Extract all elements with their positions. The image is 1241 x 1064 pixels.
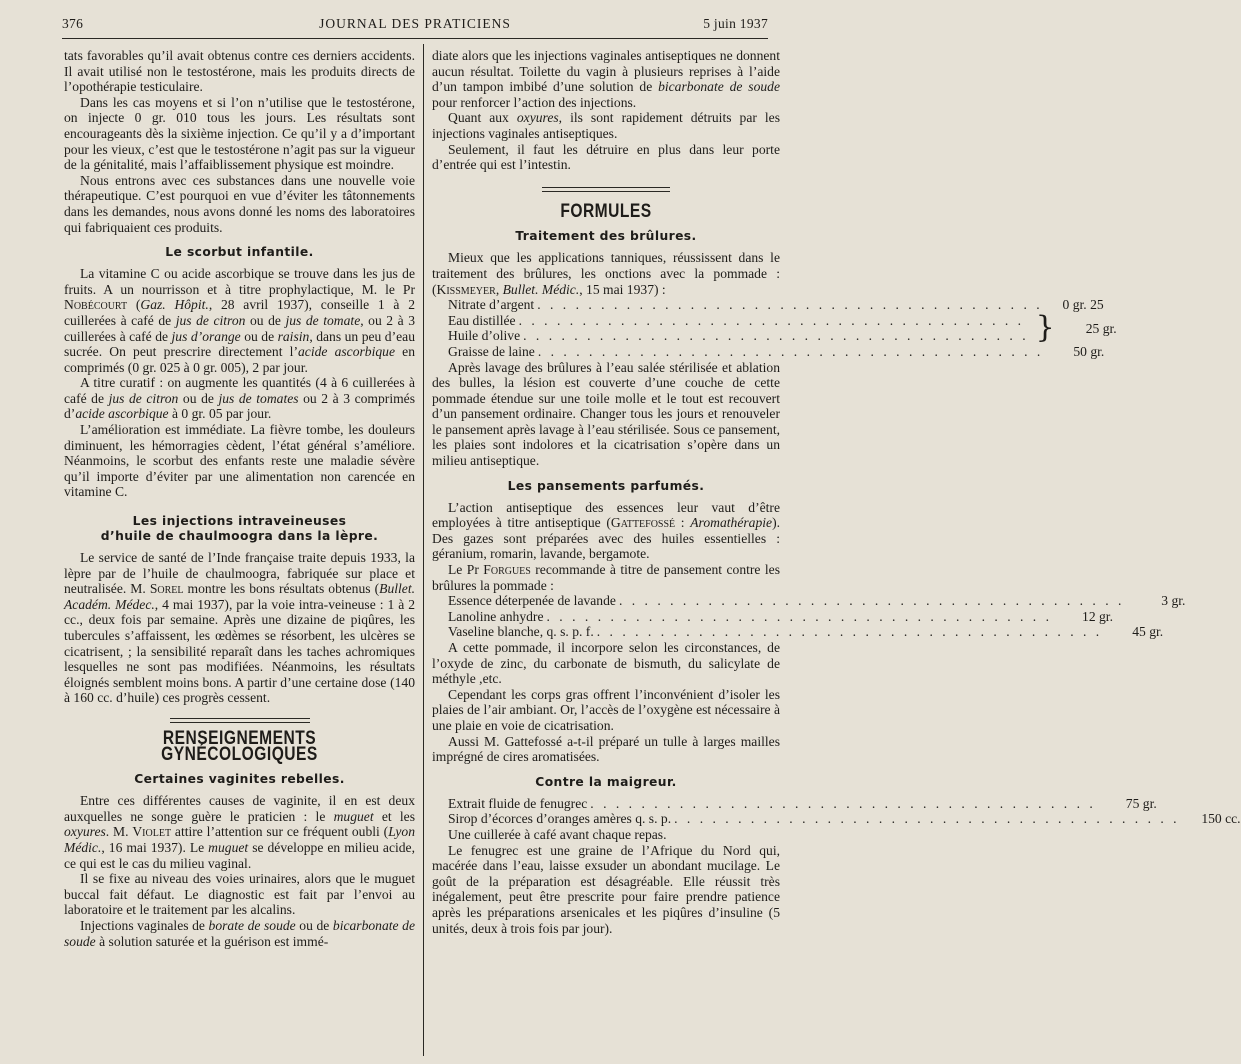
formula-brace-group xyxy=(432,310,1117,346)
right-column xyxy=(432,48,1241,936)
paragraph: Cependant les corps gras offrent l’inconvénient d’isoler les plaies de l’air ambiant. Or, l’accès de l’oxygène est nécessaire à une plaie en voie de cicatrisation. xyxy=(432,686,780,733)
paragraph: Le Pr Forgues recommande à titre de pansement contre les brûlures la pommade : xyxy=(432,562,780,593)
formula-kissmeyer xyxy=(432,297,1117,359)
double-rule-divider xyxy=(542,187,670,192)
section-heading-lepre xyxy=(64,514,415,544)
double-rule-divider xyxy=(170,718,310,723)
paragraph: A cette pommade, il incorpore selon les circonstances, de l’oxyde de zinc, du carbonate de bismuth, du salicylate de méthyle ,etc. xyxy=(432,640,780,687)
paragraph: L’amélioration est immédiate. La fièvre tombe, les douleurs diminuent, les hémorragies cèdent, l’état général s’améliore. Néanmoins, le scorbut des enfants reste une maladie sévère qu’il importe d’éviter par une alimentation non carencée en vitamine C. xyxy=(64,422,415,500)
formula-note: Une cuillerée à café avant chaque repas. xyxy=(448,826,667,842)
section-heading-vaginites: Certaines vaginites rebelles. xyxy=(134,772,345,787)
section-heading-line: d’huile de chaulmoogra dans la lèpre. xyxy=(100,529,379,544)
major-heading-formules: FORMULES xyxy=(560,200,652,222)
paragraph: Il se fixe au niveau des voies urinaires, alors que le muguet buccal fait défaut. Le diagnostic est fait par l’envoi au laboratoire et le traitement par les alcalins. xyxy=(64,871,415,918)
brace-glyph: } xyxy=(1035,310,1055,346)
paragraph: Injections vaginales de borate de soude ou de bicarbonate de soude à solution saturée et la guérison est immé- xyxy=(64,917,415,949)
formula-row: Lanoline anhydre . . . 12 gr. xyxy=(432,609,780,625)
section-heading-maigreur: Contre la maigreur. xyxy=(535,774,677,789)
paragraph: Mieux que les applications tanniques, réussissent dans le traitement des brûlures, les onctions avec la pommade : (Kissmeyer, Bullet. Médic., 15 mai 1937) : xyxy=(432,250,780,297)
paragraph: Seulement, il faut les détruire en plus dans leur porte d’entrée qui est l’intestin. xyxy=(432,141,780,173)
section-heading-scorbut: Le scorbut infantile. xyxy=(165,245,314,260)
left-column xyxy=(64,48,415,949)
paragraph: L’action antiseptique des essences leur vaut d’être employées à titre antiseptique (Gattefossé : Aromathérapie). Des gazes sont préparées avec des huiles essentielles : géranium, romarin, lavande, bergamote. xyxy=(432,499,780,562)
major-heading-renseignements: RENSEIGNEMENTS GYNÉCOLOGIQUES xyxy=(161,727,318,765)
formula-forgues xyxy=(432,593,1186,640)
section-heading-pansements: Les pansements parfumés. xyxy=(507,478,705,493)
section-heading-line: Les injections intraveineuses xyxy=(132,514,347,529)
formula-row: Huile d’olive . . . xyxy=(432,328,1032,344)
paragraph: Quant aux oxyures, ils sont rapidement détruits par les injections vaginales antiseptiques. xyxy=(432,110,780,141)
paragraph: La vitamine C ou acide ascorbique se trouve dans les jus de fruits. A un nourrisson et à titre prophylactique, M. le Pr Nobécourt (Gaz. Hôpit., 28 avril 1937), conseille 1 à 2 cuillerées à café de jus de citron ou de jus de tomate, ou 2 à 3 cuillerées à café de jus d’orange ou de raisin, dans un peu d’eau sucrée. On peut prescrire directement l’acide ascorbique en comprimés (0 gr. 025 à 0 gr. 005), 2 par jour. xyxy=(64,266,415,375)
formula-maigreur xyxy=(432,795,1241,843)
paragraph: tats favorables qu’il avait obtenus contre ces derniers accidents. Il avait utilisé non le testostérone, mais les produits directs de l’opothérapie testiculaire. xyxy=(64,48,415,95)
paragraph: Après lavage des brûlures à l’eau salée stérilisée et ablation des bulles, la lésion est couverte d’une couche de cette pommade étendue sur une toile molle et le tout est recouvert d’un pansement ordinaire. Changer tous les jours et renouveler le pansement après lavage à l’eau stérilisée. Sous ce pansement, les plaies sont indolores et la cicatrisation s’opère dans un milieu antiseptique. xyxy=(432,359,780,469)
section-heading-brulures: Traitement des brûlures. xyxy=(515,229,697,244)
paragraph: diate alors que les injections vaginales antiseptiques ne donnent aucun résultat. Toilette du vagin à plusieurs reprises à l’aide d’un tampon imbibé d’une solution de bicarbonate de soude pour renforcer l’action des injections. xyxy=(432,48,780,110)
formula-row: Sirop d’écorces d’oranges amères q. s. p. . . . 150 cc. xyxy=(432,811,780,827)
formula-row: Extrait fluide de fenugrec . . . 75 gr. xyxy=(432,796,780,812)
formula-row: Vaseline blanche, q. s. p. f. . . . 45 gr. xyxy=(432,624,780,640)
formula-row: Nitrate d’argent . . . 0 gr. 25 xyxy=(432,297,780,313)
formula-row: Eau distillée . . . xyxy=(432,313,1032,329)
page-header xyxy=(62,12,768,39)
paragraph: A titre curatif : on augmente les quantités (4 à 6 cuillerées à café de jus de citron ou de jus de tomates ou 2 à 3 comprimés d’acide ascorbique à 0 gr. 05 par jour. xyxy=(64,375,415,422)
paragraph: Le fenugrec est une graine de l’Afrique du Nord qui, macérée dans l’eau, laisse exsuder un abondant mucilage. Le goût de la préparation est désagréable. Elle réussit très inégalement, peut être prescrite pour faire prendre patience après les préparations arsenicales et les piqûres d’insuline (5 unités, deux à trois fois par jour). xyxy=(432,842,780,936)
journal-title: JOURNAL DES PRATICIENS xyxy=(319,16,511,31)
issue-date: 5 juin 1937 xyxy=(703,16,768,31)
formula-row: Graisse de laine . . . 50 gr. xyxy=(432,344,780,360)
paragraph: Entre ces différentes causes de vaginite, il en est deux auxquelles ne songe guère le praticien : le muguet et les oxyures. M. Violet attire l’attention sur ce fréquent oubli (Lyon Médic., 16 mai 1937). Le muguet se développe en milieu acide, ce qui est le cas du milieu vaginal. xyxy=(64,793,415,871)
paragraph: Aussi M. Gattefossé a-t-il préparé un tulle à larges mailles imprégné de cires aromatisées. xyxy=(432,733,780,765)
paragraph: Le service de santé de l’Inde française traite depuis 1933, la lèpre par de l’huile de chaulmoogra, fabriquée sur place et neutralisée. M. Sorel montre les bons résultats obtenus (Bullet. Académ. Médec., 4 mai 1937), par la voie intra-veineuse : 1 à 2 cc., deux fois par semaine. Après une dizaine de piqûres, les tubercules s’affaissent, les œdèmes se résorbent, les ulcères se cicatrisent, ; la sensibilité reparaît dans les taches achromiques lesquelles ne sont pas modifiées. Néanmoins, les résultats éloignés semblent moins bons. A partir d’une certaine dose (140 à 160 cc. d’huile) ces progrès cessent. xyxy=(64,550,416,706)
paragraph: Dans les cas moyens et si l’on n’utilise que le testostérone, on injecte 0 gr. 010 tous les jours. Les résultats sont encourageants dès la sixième injection. Ce qu’il y a d’important pour les vieux, c’est que le testostérone n’agit pas sur la vigueur de la génitalité, mais l’affaiblissement physique est moindre. xyxy=(64,94,415,173)
page-number: 376 xyxy=(62,16,84,31)
formula-row: Essence déterpenée de lavande . . . 3 gr. xyxy=(432,593,780,609)
paragraph: Nous entrons avec ces substances dans une nouvelle voie thérapeutique. C’est pourquoi en vue d’éviter les tâtonnements dans les demandes, nous avons donné les noms des laboratoires qui fabriquaient ces produits. xyxy=(64,172,415,235)
formula-quantity: 25 gr. xyxy=(1085,320,1117,336)
column-divider xyxy=(423,44,424,1056)
